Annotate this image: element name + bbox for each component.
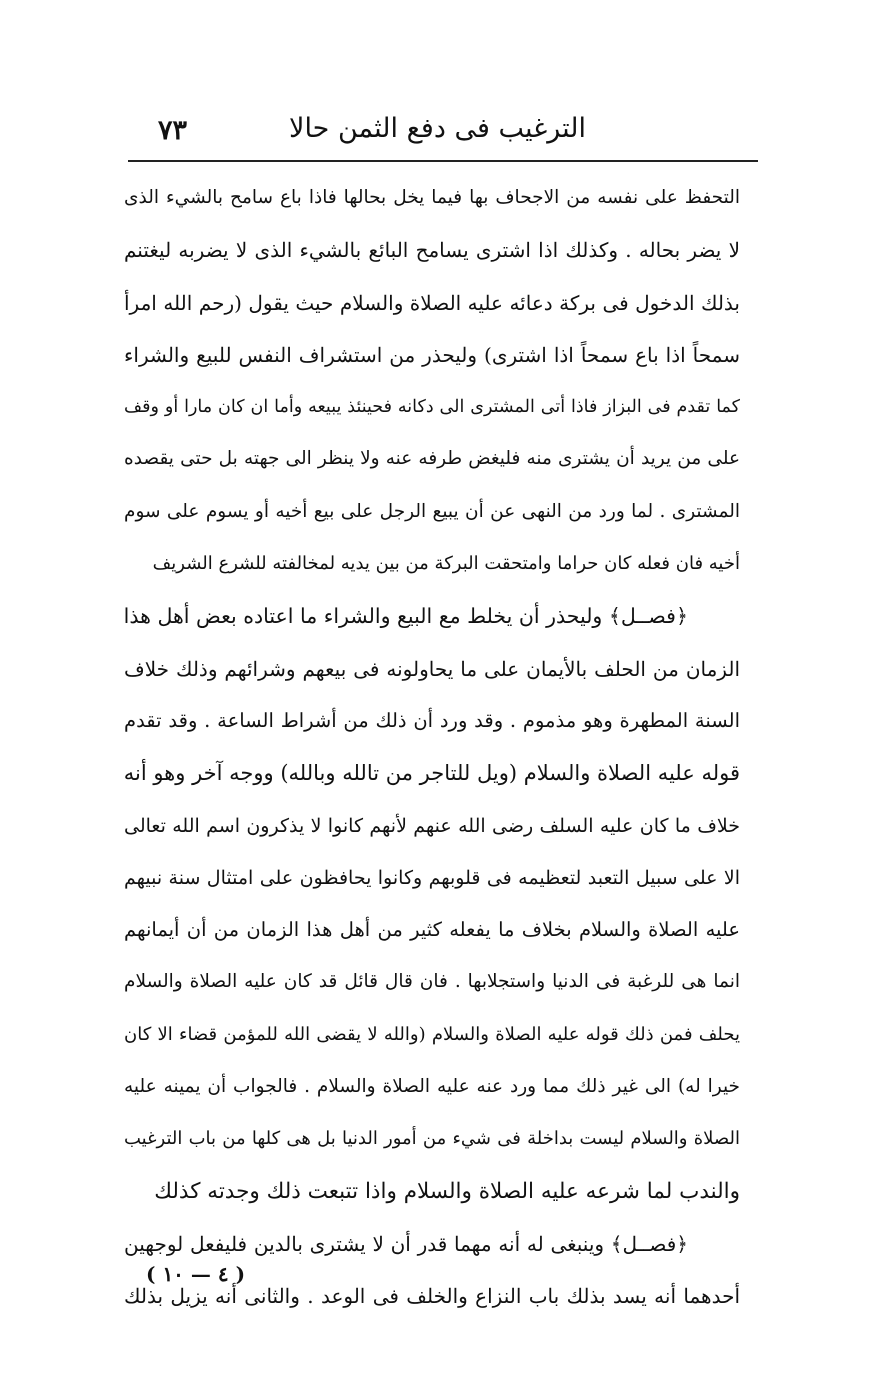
text-line: الزمان من الحلف بالأيمان على ما يحاولونه فى بيعهم وشرائهم وذلك خلاف [124, 656, 740, 681]
paragraph-end-line: والندب لما شرعه عليه الصلاة والسلام واذا تتبعت ذلك وجدته كذلك [154, 1178, 740, 1204]
section-heading-line: ﴿فصــل﴾ وينبغى له أنه مهما قدر أن لا يشترى بالدين فليفعل لوجهين [124, 1231, 688, 1256]
text-line: بذلك الدخول فى بركة دعائه عليه الصلاة والسلام حيث يقول (رحم الله امرأ [124, 290, 740, 315]
text-line: على من يريد أن يشترى منه فليغض طرفه عنه ولا ينظر الى جهته بل حتى يقصده [124, 448, 740, 470]
text-line: قوله عليه الصلاة والسلام (ويل للتاجر من تالله وبالله) ووجه آخر وهو أنه [124, 761, 740, 786]
text-line: التحفظ على نفسه من الاجحاف بها فيما يخل بحالها فاذا باع سامح بالشيء الذى [124, 187, 740, 208]
body-text [124, 172, 740, 1323]
text-line: الا على سبيل التعبد لتعظيمه فى قلوبهم وكانوا يحافظون على امتثال سنة نبيهم [124, 866, 740, 889]
text-line: خلاف ما كان عليه السلف رضى الله عنهم لأنهم كانوا لا يذكرون اسم الله تعالى [124, 814, 740, 837]
text-line: كما تقدم فى البزاز فاذا أتى المشترى الى دكانه فحينئذ يبيعه وأما ان كان مارا أو وقف [124, 397, 740, 418]
text-line: الصلاة والسلام ليست بداخلة فى شيء من أمور الدنيا بل هى كلها من باب الترغيب [124, 1128, 740, 1150]
section-heading-line: ﴿فصــل﴾ وليحذر أن يخلط مع البيع والشراء ما اعتاده بعض أهل هذا [124, 604, 688, 629]
text-line: السنة المطهرة وهو مذموم . وقد ورد أن ذلك من أشراط الساعة . وقد تقدم [124, 708, 740, 732]
header-rule [128, 160, 758, 162]
text-line: لا يضر بحاله . وكذلك اذا اشترى يسامح البائع بالشيء الذى لا يضربه ليغتنم [124, 238, 740, 263]
running-title: الترغيب فى دفع الثمن حالا [289, 113, 586, 144]
page-header [128, 105, 756, 155]
text-line: سمحاً اذا باع سمحاً اذا اشترى) وليحذر من استشراف النفس للبيع والشراء [124, 342, 740, 367]
paragraph-end-line: أخيه فان فعله كان حراما وامتحقت البركة من بين يديه لمخالفته للشرع الشريف [152, 553, 740, 575]
text-line: عليه الصلاة والسلام بخلاف ما يفعله كثير من أهل هذا الزمان من أن أيمانهم [124, 918, 740, 942]
text-line: يحلف فمن ذلك قوله عليه الصلاة والسلام (والله لا يقضى الله للمؤمن قضاء الا كان [124, 1023, 740, 1045]
text-line: خيرا له) الى غير ذلك مما ورد عنه عليه الصلاة والسلام . فالجواب أن يمينه عليه [124, 1076, 740, 1098]
printer-signature: ( ٤ — ١٠ ) [146, 1262, 246, 1286]
text-line: المشترى . لما ورد من النهى عن أن يبيع الرجل على بيع أخيه أو يسوم على سوم [124, 500, 740, 522]
text-line: انما هى للرغبة فى الدنيا واستجلابها . فان قال قائل قد كان عليه الصلاة والسلام [124, 971, 740, 993]
page-number: ٧٣ [158, 115, 188, 146]
text-line: أحدهما أنه يسد بذلك باب النزاع والخلف فى الوعد . والثانى أنه يزيل بذلك [124, 1284, 740, 1309]
